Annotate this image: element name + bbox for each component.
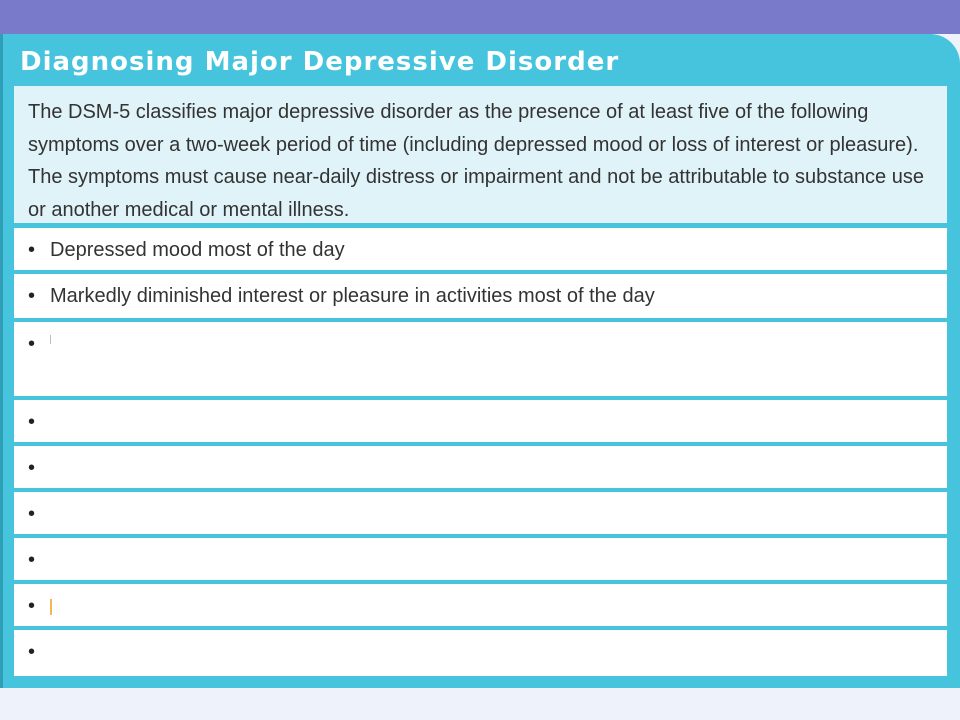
bullet-icon: •: [28, 549, 36, 571]
bullet-icon: •: [28, 333, 36, 355]
symptom-row: [14, 446, 947, 488]
symptom-row: [14, 228, 947, 270]
symptom-row: [14, 274, 947, 318]
bullet-icon: •: [28, 285, 36, 307]
intro-paragraph: The DSM-5 classifies major depressive disorder as the presence of at least five of the following symptoms over a two-week period of time (including depressed mood or loss of interest or pleasure). The symptoms must cause near-daily distress or impairment and not be attributable to substance use or another medical or mental illness.: [14, 86, 947, 223]
symptom-row: [14, 538, 947, 580]
text-cursor-mark: [50, 599, 52, 615]
info-box: [0, 34, 960, 688]
symptom-text: Depressed mood most of the day: [50, 239, 345, 261]
bullet-icon: •: [28, 503, 36, 525]
bullet-icon: •: [28, 239, 36, 261]
symptom-row: [14, 322, 947, 396]
symptom-row: [14, 400, 947, 442]
text-cursor-mark: [50, 335, 51, 344]
box-title: Diagnosing Major Depressive Disorder: [20, 47, 620, 77]
symptom-text: Markedly diminished interest or pleasure in activities most of the day: [50, 285, 655, 307]
bullet-icon: •: [28, 641, 36, 663]
bullet-icon: •: [28, 411, 36, 433]
symptom-row: [14, 492, 947, 534]
top-banner: [0, 0, 960, 34]
bullet-icon: •: [28, 457, 36, 479]
symptom-row: [14, 584, 947, 626]
symptom-row: [14, 630, 947, 676]
bullet-icon: •: [28, 595, 36, 617]
